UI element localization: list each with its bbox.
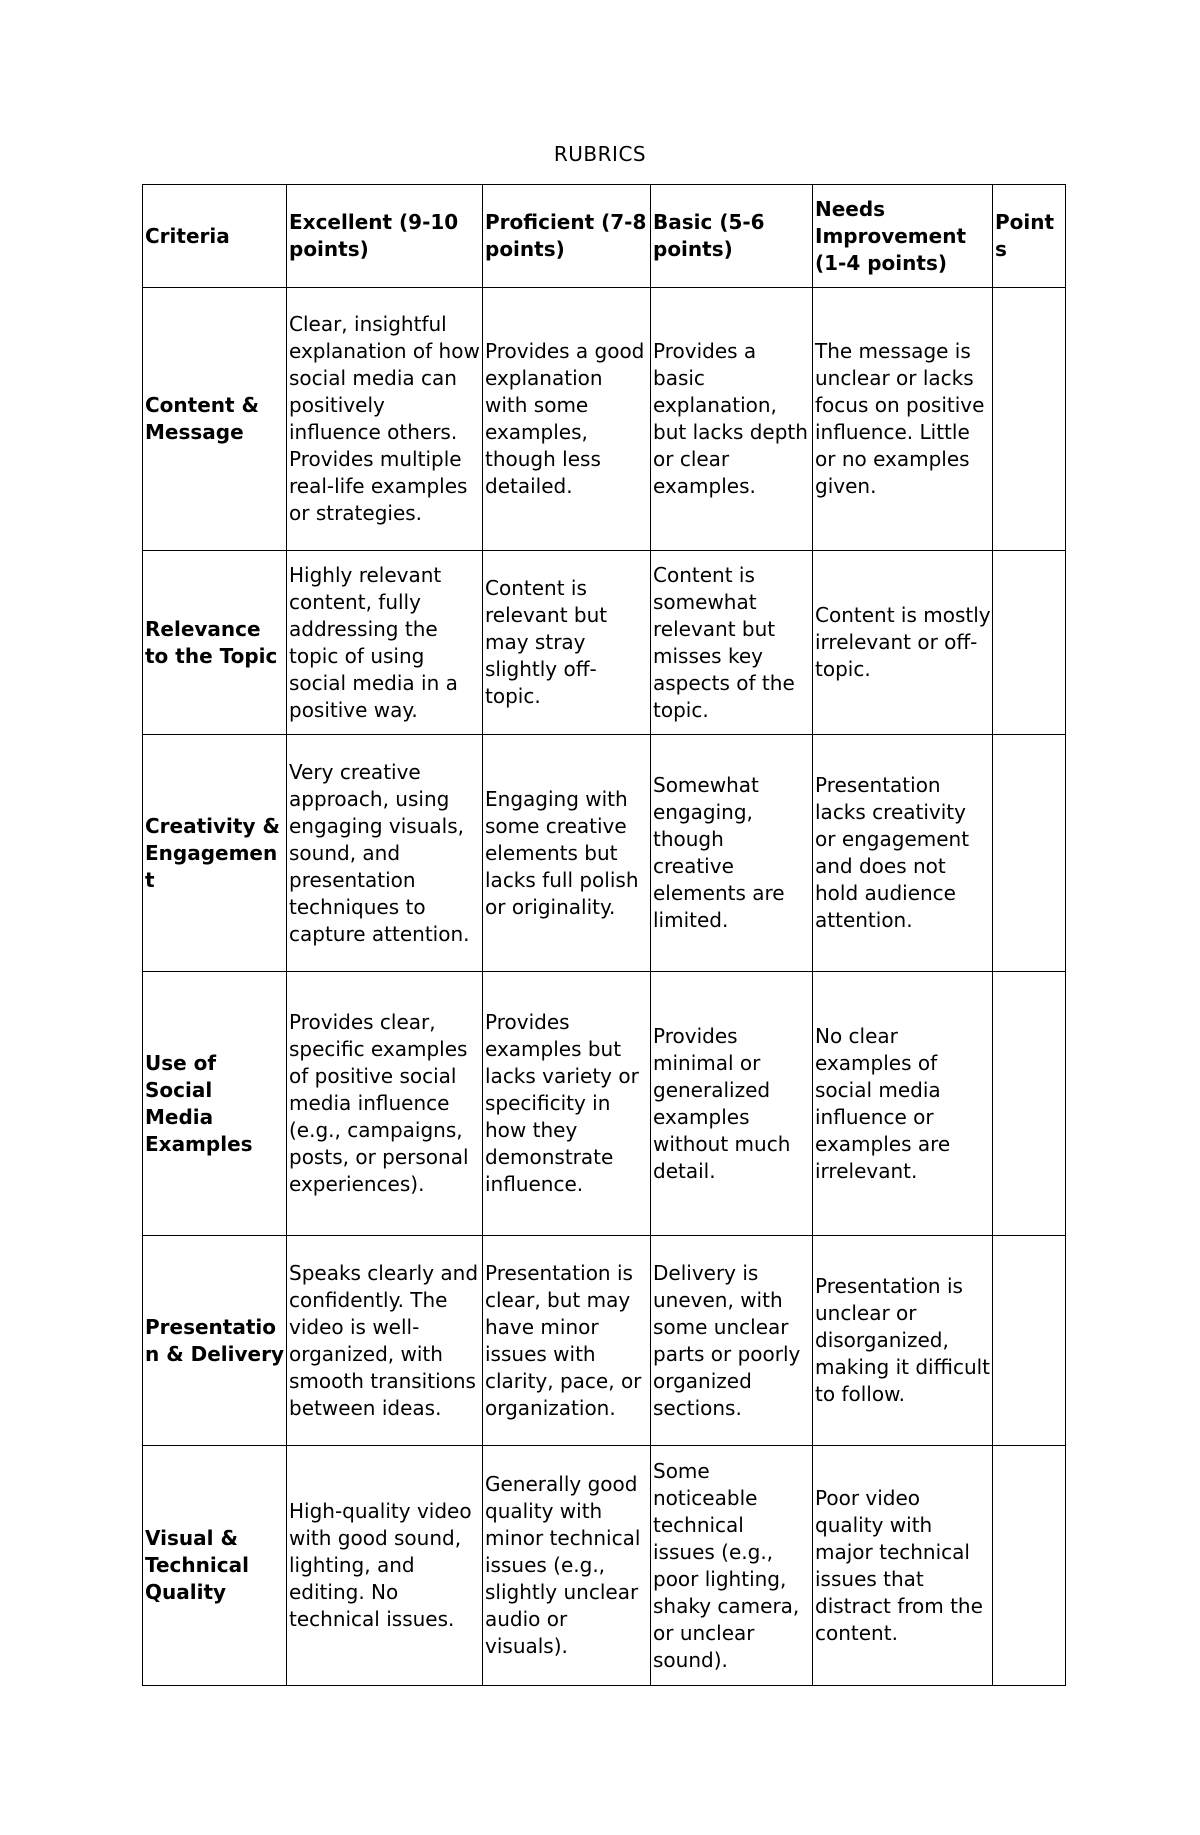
cell-needs-improvement: The message is unclear or lacks focus on positive influence. Little or no examples given. [813,288,993,551]
header-row [143,185,1066,288]
cell-basic: Delivery is uneven, with some unclear parts or poorly organized sections. [651,1236,813,1446]
cell-excellent: Clear, insightful explanation of how social media can positively influence others. Provides multiple real-life examples or strategies. [287,288,483,551]
criteria-creativity: Creativity & Engagement [143,735,287,972]
cell-points [993,1446,1066,1686]
cell-needs-improvement: Presentation is unclear or disorganized, making it difficult to follow. [813,1236,993,1446]
cell-points [993,551,1066,735]
cell-basic: Provides a basic explanation, but lacks depth or clear examples. [651,288,813,551]
criteria-presentation: Presentation & Delivery [143,1236,287,1446]
table-row [143,551,1066,735]
header-needs-improvement: Needs Improvement (1-4 points) [813,185,993,288]
table-row [143,288,1066,551]
header-points: Points [993,185,1066,288]
header-excellent: Excellent (9-10 points) [287,185,483,288]
cell-points [993,1236,1066,1446]
cell-basic: Somewhat engaging, though creative elements are limited. [651,735,813,972]
header-basic: Basic (5-6 points) [651,185,813,288]
cell-proficient: Provides a good explanation with some examples, though less detailed. [483,288,651,551]
cell-needs-improvement: Content is mostly irrelevant or off-topic. [813,551,993,735]
table-row [143,735,1066,972]
criteria-visual-quality: Visual & Technical Quality [143,1446,287,1686]
cell-proficient: Content is relevant but may stray slightly off-topic. [483,551,651,735]
cell-excellent: Speaks clearly and confidently. The video is well-organized, with smooth transitions between ideas. [287,1236,483,1446]
cell-needs-improvement: Poor video quality with major technical issues that distract from the content. [813,1446,993,1686]
cell-points [993,288,1066,551]
cell-proficient: Provides examples but lacks variety or specificity in how they demonstrate influence. [483,972,651,1236]
criteria-relevance: Relevance to the Topic [143,551,287,735]
table-row [143,1236,1066,1446]
cell-excellent: High-quality video with good sound, lighting, and editing. No technical issues. [287,1446,483,1686]
cell-proficient: Engaging with some creative elements but lacks full polish or originality. [483,735,651,972]
rubric-table [142,184,1066,1686]
header-proficient: Proficient (7-8 points) [483,185,651,288]
cell-points [993,735,1066,972]
cell-proficient: Generally good quality with minor technical issues (e.g., slightly unclear audio or visuals). [483,1446,651,1686]
criteria-social-media-examples: Use of Social Media Examples [143,972,287,1236]
cell-basic: Provides minimal or generalized examples without much detail. [651,972,813,1236]
criteria-content-message: Content & Message [143,288,287,551]
cell-excellent: Very creative approach, using engaging visuals, sound, and presentation techniques to capture attention. [287,735,483,972]
document-title: RUBRICS [553,142,647,166]
cell-basic: Some noticeable technical issues (e.g., poor lighting, shaky camera, or unclear sound). [651,1446,813,1686]
cell-proficient: Presentation is clear, but may have minor issues with clarity, pace, or organization. [483,1236,651,1446]
cell-needs-improvement: No clear examples of social media influence or examples are irrelevant. [813,972,993,1236]
cell-excellent: Highly relevant content, fully addressing the topic of using social media in a positive way. [287,551,483,735]
cell-basic: Content is somewhat relevant but misses key aspects of the topic. [651,551,813,735]
table-row [143,972,1066,1236]
table-row [143,1446,1066,1686]
header-criteria: Criteria [143,185,287,288]
cell-needs-improvement: Presentation lacks creativity or engagement and does not hold audience attention. [813,735,993,972]
cell-points [993,972,1066,1236]
cell-excellent: Provides clear, specific examples of positive social media influence (e.g., campaigns, posts, or personal experiences). [287,972,483,1236]
